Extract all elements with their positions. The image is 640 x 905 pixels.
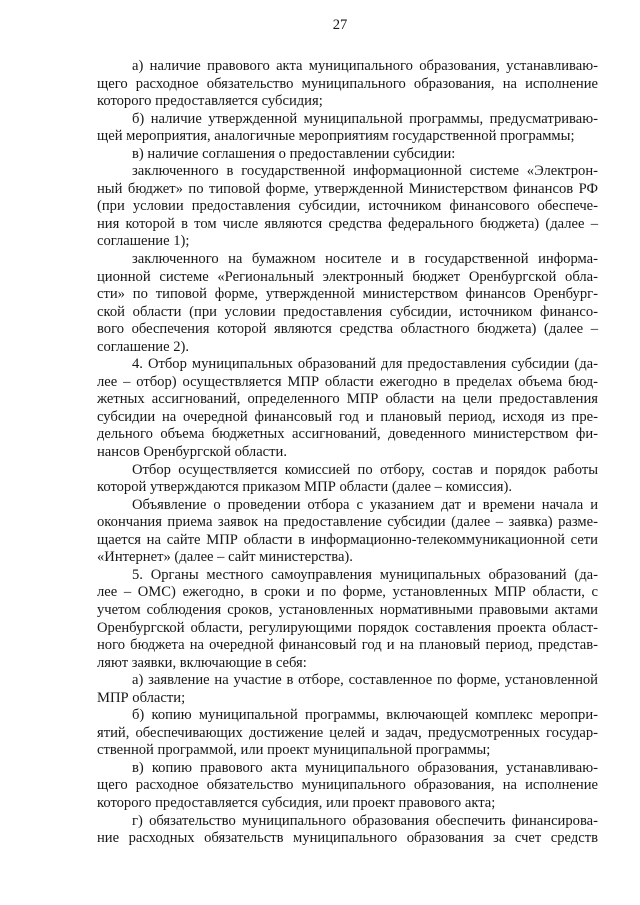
paragraph <box>97 760 598 813</box>
text-line: щей мероприятия, аналогичные мероприятиям государственной программы; <box>97 128 575 145</box>
text-line: г) обязательство муниципального образования обеспечить финансирова- <box>132 812 598 829</box>
text-line: нансов Оренбургской области. <box>97 444 287 461</box>
paragraph <box>97 251 598 356</box>
text-line: которого предоставляется субсидия; <box>97 93 323 110</box>
paragraph <box>97 813 598 848</box>
text-line: ние расходных обязательств муниципального образования за счет средств <box>97 830 598 847</box>
text-line: дельного объема бюджетных ассигнований, доведенного министерством фи- <box>97 426 598 443</box>
text-line: ного бюджета на очередной финансовый год и на плановый период, представ- <box>97 637 598 654</box>
text-line: лее – ОМС) ежегодно, в сроки и по форме, установленных МПР области, с <box>97 584 598 601</box>
text-line: заключенного в государственной информационной системе «Электрон- <box>132 163 598 180</box>
text-line: Объявление о проведении отбора с указанием дат и времени начала и <box>132 496 598 513</box>
paragraph <box>97 567 598 672</box>
text-line: учетом соблюдения сроков, установленных нормативными правовыми актами <box>97 601 598 618</box>
paragraph <box>97 356 598 461</box>
text-line: в) копию правового акта муниципального образования, устанавливаю- <box>132 759 598 776</box>
text-line: окончания приема заявок на предоставление субсидии (далее – заявка) разме- <box>97 514 598 531</box>
paragraph <box>97 111 598 146</box>
text-line: ный бюджет» по типовой форме, утвержденной Министерством финансов РФ <box>97 180 598 197</box>
text-line: жетных ассигнований, определенного МПР области на цели предоставления <box>97 391 598 408</box>
text-line: ционной системе «Региональный электронный бюджет Оренбургской обла- <box>97 268 598 285</box>
text-line: щего расходное обязательство муниципального образования, на исполнение <box>97 75 598 92</box>
text-line: соглашение 1); <box>97 233 190 250</box>
text-line: а) заявление на участие в отборе, составленное по форме, установленной <box>132 672 598 689</box>
page-number: 27 <box>332 17 348 33</box>
text-line: вого обеспечения которой являются средства областного бюджета) (далее – <box>97 321 598 338</box>
paragraph <box>97 146 598 164</box>
text-line: ятий, обеспечивающих достижение целей и задач, предусмотренных государ- <box>97 724 598 741</box>
text-line: субсидии на очередной финансовый год и плановый период, исходя из пре- <box>97 408 598 425</box>
text-line: щается на сайте МПР области в информационно-телекоммуникационной сети <box>97 531 598 548</box>
text-line: б) копию муниципальной программы, включающей комплекс меропри- <box>132 707 598 724</box>
text-line: лее – отбор) осуществляется МПР области ежегодно в пределах объема бюд- <box>97 373 598 390</box>
paragraph <box>97 497 598 567</box>
text-line: б) наличие утвержденной муниципальной программы, предусматриваю- <box>132 110 598 127</box>
text-line: Отбор осуществляется комиссией по отбору, состав и порядок работы <box>132 461 598 478</box>
text-line: ской области (при условии предоставления субсидии, источником финансо- <box>97 303 598 320</box>
text-line: 4. Отбор муниципальных образований для предоставления субсидии (да- <box>132 356 598 373</box>
text-line: МПР области; <box>97 689 186 706</box>
text-line: (при условии предоставления субсидии, источником финансового обеспече- <box>97 198 598 215</box>
text-line: которого предоставляется субсидия, или проект правового акта; <box>97 794 496 811</box>
paragraph <box>97 163 598 251</box>
text-line: ляют заявки, включающие в себя: <box>97 654 307 671</box>
text-line: заключенного на бумажном носителе и в государственной информа- <box>132 251 598 268</box>
text-body <box>97 58 598 848</box>
text-line: 5. Органы местного самоуправления муниципальных образований (да- <box>132 566 598 583</box>
text-line: ния которой в том числе являются средства федерального бюджета) (далее – <box>97 215 598 232</box>
text-line: Оренбургской области, регулирующими порядок составления проекта област- <box>97 619 598 636</box>
paragraph <box>97 707 598 760</box>
text-line: в) наличие соглашения о предоставлении субсидии: <box>132 145 456 162</box>
paragraph <box>97 58 598 111</box>
text-line: сти» по типовой форме, утвержденной министерством финансов Оренбург- <box>97 286 598 303</box>
text-line: «Интернет» (далее – сайт министерства). <box>97 549 353 566</box>
text-line: щего расходное обязательство муниципального образования, на исполнение <box>97 777 598 794</box>
text-line: соглашение 2). <box>97 338 190 355</box>
paragraph <box>97 672 598 707</box>
text-line: а) наличие правового акта муниципального образования, устанавливаю- <box>132 58 598 74</box>
text-line: которой утверждаются приказом МПР области (далее – комиссия). <box>97 479 513 496</box>
text-line: ственной программой, или проект муниципальной программы; <box>97 742 491 759</box>
paragraph <box>97 462 598 497</box>
